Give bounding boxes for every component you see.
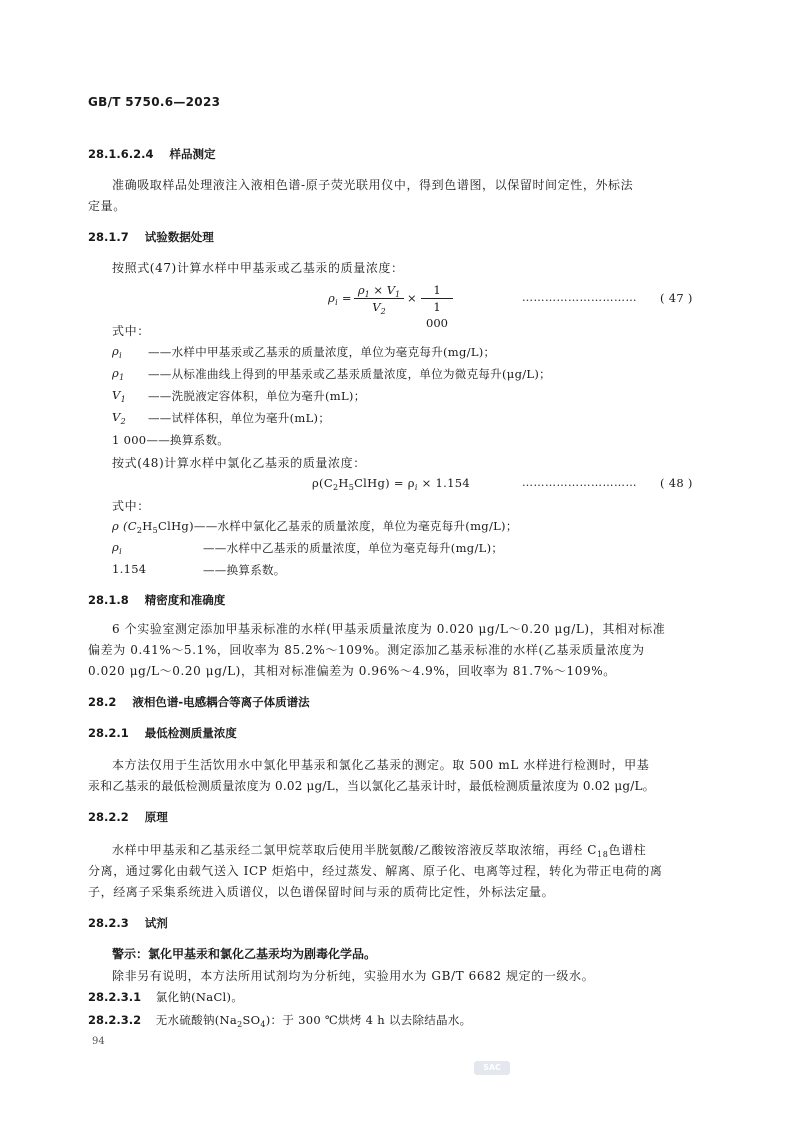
- paragraph-line: 0.020 μg/L～0.20 μg/L)，其相对标准偏差为 0.96%～4.9%，回收率为 81.7%～109%。: [88, 664, 616, 678]
- section-number: 28.2.1: [88, 726, 129, 740]
- equation-label: ( 48 ): [660, 476, 693, 490]
- definition-text: ——水样中乙基汞的质量浓度，单位为毫克每升(mg/L)；: [203, 541, 504, 555]
- warning-text: 警示：氯化甲基汞和氯化乙基汞均为剧毒化学品。: [112, 947, 377, 961]
- section-title: 最低检测质量浓度: [144, 726, 237, 740]
- section-title: 液相色谱-电感耦合等离子体质谱法: [132, 695, 310, 709]
- paragraph-line: 水样中甲基汞和乙基汞经二氯甲烷萃取后使用半胱氨酸/乙酸铵溶液反萃取浓缩，再经 $C_{18}$色谱柱: [112, 843, 647, 859]
- formula-intro: 按式(48)计算水样中氯化乙基汞的质量浓度：: [112, 456, 366, 470]
- heading-28-1-6-2-4: [88, 146, 216, 162]
- definition-row: $V_1$: [112, 388, 126, 404]
- paragraph-line: 定量。: [88, 199, 126, 213]
- equation-body: $\rho(C_2H_5ClHg) = \rho_i \times 1.154$: [312, 476, 470, 492]
- section-number: 28.1.7: [88, 230, 129, 244]
- heading-28-1-8: [88, 592, 225, 608]
- equation-times: ×: [407, 291, 417, 305]
- section-title: 试验数据处理: [144, 230, 214, 244]
- paragraph-line: 6 个实验室测定添加甲基汞标准的水样(甲基汞质量浓度为 0.020 μg/L～0.20 μg/L)，其相对标准: [112, 622, 666, 636]
- definition-text: ——换算系数。: [203, 563, 286, 577]
- paragraph-line: 子，经离子采集系统进入质谱仪，以色谱保留时间与汞的质荷比定性，外标法定量。: [88, 885, 555, 899]
- section-number: 28.2.3.1: [88, 990, 142, 1004]
- definition-text: ——洗脱液定容体积，单位为毫升(mL)；: [148, 389, 366, 403]
- definition-row: ρ $(C_2H_5ClHg)——$水样中氯化乙基汞的质量浓度，单位为毫克每升(mg/L)；: [112, 519, 518, 535]
- heading-28-2-2: [88, 809, 168, 825]
- definition-text: ——试样体积，单位为毫升(mL)；: [148, 411, 331, 425]
- definition-text: ——水样中甲基汞或乙基汞的质量浓度，单位为毫克每升(mg/L)；: [148, 345, 496, 359]
- paragraph-line: 偏差为 0.41%～5.1%，回收率为 85.2%～109%。测定添加乙基汞标准的水样(乙基汞质量浓度为: [88, 643, 645, 657]
- item-28-2-3-1: [88, 989, 243, 1005]
- definition-row: 1.154: [112, 562, 147, 576]
- equation-label: ( 47 ): [660, 291, 693, 305]
- section-title: 试剂: [144, 916, 168, 930]
- section-title: 样品测定: [169, 147, 216, 161]
- equation-leader-dots: …………………………: [522, 291, 637, 304]
- where-label: 式中：: [112, 324, 150, 338]
- definition-text: ——从标准曲线上得到的甲基汞或乙基汞质量浓度，单位为微克每升(μg/L)；: [148, 367, 551, 381]
- heading-28-2-3: [88, 915, 168, 931]
- definition-row: $\rho_i$: [112, 344, 122, 360]
- equation-leader-dots: …………………………: [522, 476, 637, 489]
- definition-row: $\rho_i$: [112, 540, 122, 556]
- page-number: 94: [92, 1036, 105, 1047]
- heading-28-1-7: [88, 229, 214, 245]
- item-text: 无水硫酸钠$(Na_2SO_4)$：于 300 ℃烘烤 4 h 以去除结晶水。: [155, 1013, 472, 1029]
- where-label: 式中：: [112, 499, 150, 513]
- section-number: 28.2.3.2: [88, 1013, 142, 1027]
- section-title: 原理: [144, 810, 168, 824]
- section-number: 28.2.2: [88, 810, 129, 824]
- formula-intro: 按照式(47)计算水样中甲基汞或乙基汞的质量浓度：: [112, 261, 404, 275]
- paragraph-line: 准确吸取样品处理液注入液相色谱-原子荧光联用仪中，得到色谱图，以保留时间定性，外标法: [112, 178, 634, 192]
- item-text: 氯化钠(NaCl)。: [155, 990, 244, 1004]
- section-title: 精密度和准确度: [144, 593, 226, 607]
- definition-row: $\rho_1$: [112, 366, 125, 382]
- equation-fraction-2: 1 1 000: [421, 282, 453, 315]
- standard-number: GB/T 5750.6—2023: [88, 95, 221, 109]
- paragraph-line: 本方法仅用于生活饮用水中氯化甲基汞和氯化乙基汞的测定。取 500 mL 水样进行检测时，甲基: [112, 758, 650, 772]
- definition-row: $V_2$: [112, 410, 126, 426]
- paragraph-line: 除非另有说明，本方法所用试剂均为分析纯，实验用水为 GB/T 6682 规定的一级水。: [112, 969, 595, 983]
- section-number: 28.1.6.2.4: [88, 147, 154, 161]
- section-number: 28.2: [88, 695, 117, 709]
- item-28-2-3-2: [88, 1012, 471, 1029]
- equation-lhs: $\rho_i$ =: [328, 291, 352, 307]
- watermark-logo: SAC: [474, 1061, 510, 1075]
- heading-28-2: [88, 694, 310, 710]
- definition-row: 1 000——换算系数。: [112, 433, 230, 447]
- paragraph-line: 汞和乙基汞的最低检测质量浓度为 0.02 μg/L，当以氯化乙基汞计时，最低检测质量浓度为 0.02 μg/L。: [88, 779, 655, 793]
- section-number: 28.1.8: [88, 593, 129, 607]
- heading-28-2-1: [88, 725, 237, 741]
- equation-fraction-1: $\rho_1 \times V_1$ $V_2$: [354, 282, 404, 315]
- paragraph-line: 分离，通过雾化由载气送入 ICP 炬焰中，经过蒸发、解离、原子化、电离等过程，转化为带正电荷的离: [88, 864, 663, 878]
- section-number: 28.2.3: [88, 916, 129, 930]
